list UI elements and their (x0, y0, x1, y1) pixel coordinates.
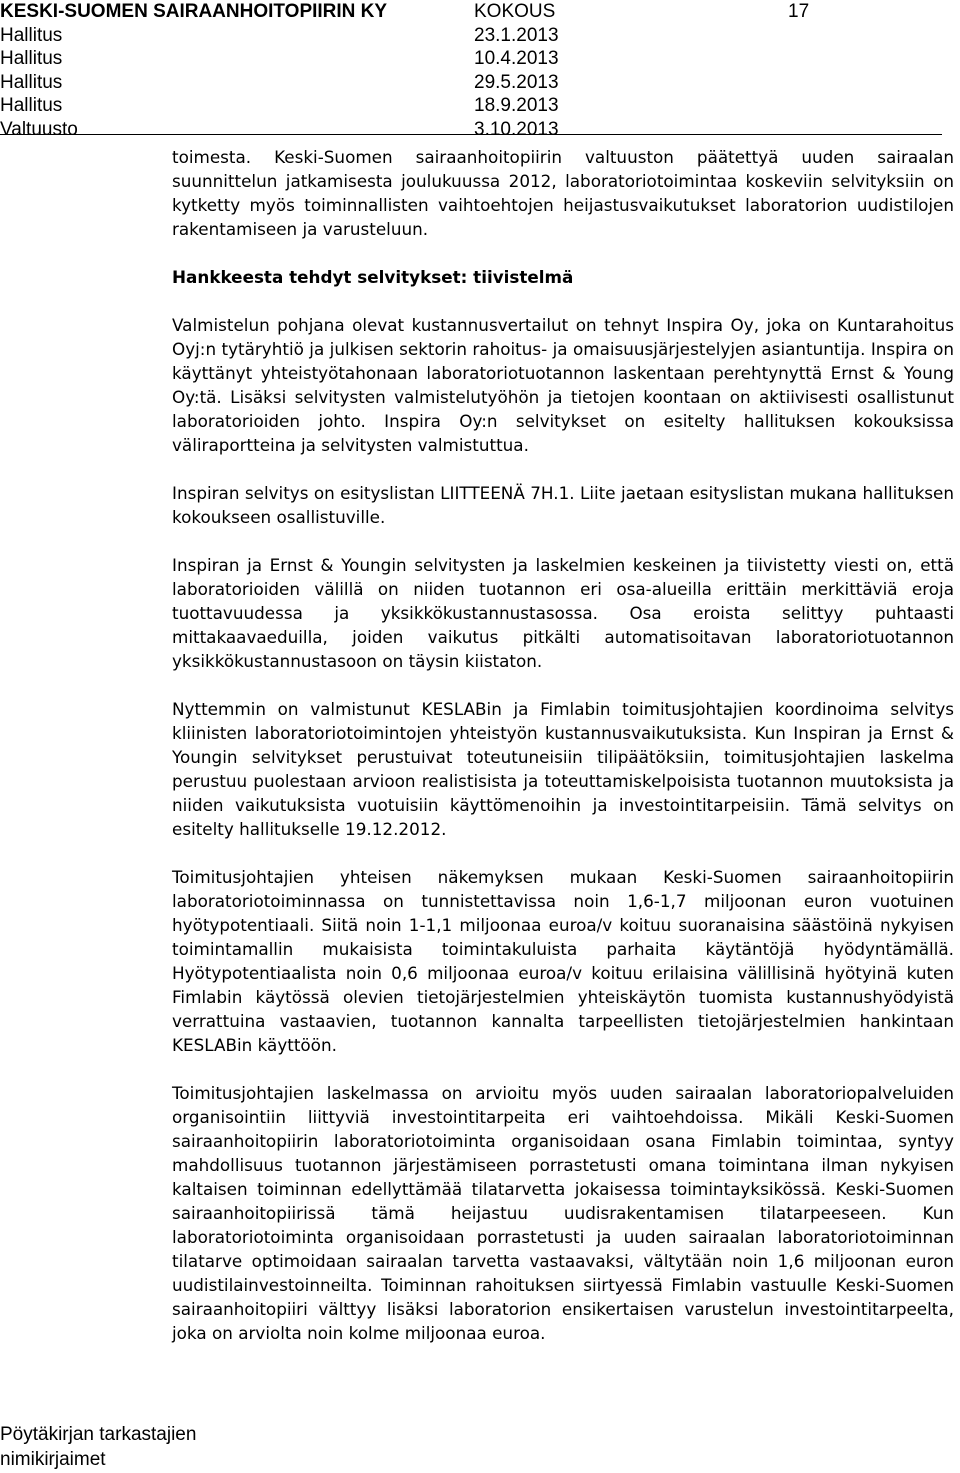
document-body (172, 145, 954, 1345)
meeting-date: 3.10.2013 (474, 118, 559, 140)
meeting-row (0, 47, 960, 71)
body-paragraph: Toimitusjohtajien yhteisen näkemyksen mukaan Keski-Suomen sairaanhoitopiirin laboratoriotoiminnassa on tunnistettavissa noin 1,6-1,7 miljoonan euron vuotuinen hyötypotentiaali. Siitä noin 1-1,1 miljoonaa euroa/v koituu suoranaisina säästöinä nykyisen toimintamallin mukaisista toimintakuluista parhaita käytäntöjä hyödyntämällä. Hyötypotentiaalista noin 0,6 miljoonaa euroa/v koituu erilaisina välillisinä hyötyinä kuten Fimlabin käytössä olevien tietojärjestelmien yhteiskäytön tuomista kustannushyödyistä verrattuina vastaavien, tuotannon kannalta tarpeellisten tietojärjestelmien hankintaan KESLABin käyttöön. (172, 867, 954, 1055)
document-header (0, 0, 960, 142)
footer-line: nimikirjaimet (0, 1449, 106, 1470)
body-paragraph: Inspiran ja Ernst & Youngin selvitysten ja laskelmien keskeinen ja tiivistetty viesti on, että laboratorioiden välillä on niiden tuotannon eri osa-alueilla erittäin merkittäviä eroja tuottavuudessa ja yksikkökustannustasossa. Osa eroista selittyy puhtaasti mittakaavaeduilla, joiden vaikutus pitkälti automatisoitavan laboratoriotuotannon yksikkökustannustasoon on täysin kiistaton. (172, 555, 954, 671)
footer-line: Pöytäkirjan tarkastajien (0, 1424, 197, 1445)
meeting-date: 10.4.2013 (474, 48, 559, 70)
meeting-row (0, 24, 960, 48)
body-paragraph: Valmistelun pohjana olevat kustannusvertailut on tehnyt Inspira Oy, joka on Kuntarahoitus Oyj:n tytäryhtiö ja julkisen sektorin rahoitus- ja omaisuusjärjestelyjen asiantuntija. Inspira on käyttänyt yhteistyötahonaan laboratoriotuotannon laskentaan perehtynyttä Ernst & Young Oy:tä. Lisäksi selvitysten valmistelutyöhön ja tietojen koontaan on aktiivisesti osallistunut laboratorioiden johto. Inspira Oy:n selvitykset on esitelty hallituksen kokouksissa väliraportteina ja selvitysten valmistuttua. (172, 315, 954, 455)
organization-name: KESKI-SUOMEN SAIRAANHOITOPIIRIN KY (0, 1, 388, 22)
meeting-row (0, 118, 960, 142)
header-divider (0, 134, 942, 135)
page-footer (0, 1422, 196, 1472)
meeting-date: 29.5.2013 (474, 71, 559, 93)
meeting-body: Hallitus (0, 95, 63, 117)
meeting-row (0, 94, 960, 118)
meeting-date: 18.9.2013 (474, 95, 559, 117)
meeting-body: Hallitus (0, 24, 63, 46)
body-paragraph: Nyttemmin on valmistunut KESLABin ja Fimlabin toimitusjohtajien koordinoima selvitys kliinisten laboratoriotoimintojen yhteistyön kustannusvaikutuksista. Kun Inspiran ja Ernst & Youngin selvitykset perustuivat toteutuneisiin tilipäätöksiin, toimitusjohtajien laskelma perustuu puolestaan arvioon realistisista ja toteuttamiskelpoisista tuotannon muutoksista ja niiden vaikutuksista vuotuisiin käyttömenoihin ja investointitarpeisiin. Tämä selvitys on esitelty hallitukselle 19.12.2012. (172, 699, 954, 839)
meeting-row (0, 71, 960, 95)
header-row-0 (0, 0, 960, 24)
intro-paragraph: toimesta. Keski-Suomen sairaanhoitopiirin valtuuston päätettyä uuden sairaalan suunnittelun jatkamisesta joulukuussa 2012, laboratoriotoimintaa koskeviin selvityksiin on kytketty myös toiminnallisten vaihtoehtojen heijastusvaikutukset laboratorion uudistilojen rakentamiseen ja varusteluun. (172, 147, 954, 239)
meeting-body: Hallitus (0, 71, 63, 93)
meeting-body: Hallitus (0, 48, 63, 70)
meeting-label: KOKOUS (474, 1, 556, 22)
body-paragraph: Inspiran selvitys on esityslistan LIITTEENÄ 7H.1. Liite jaetaan esityslistan mukana hallituksen kokoukseen osallistuville. (172, 483, 954, 527)
body-paragraph: Toimitusjohtajien laskelmassa on arvioitu myös uuden sairaalan laboratoriopalveluiden organisointiin liittyviä investointitarpeita eri vaihtoehdoissa. Mikäli Keski-Suomen sairaanhoitopiirin laboratoriotoiminta organisoidaan osana Fimlabin toimintaa, syntyy mahdollisuus tuotannon järjestämiseen porrastetusti omana toimintana ilman nykyisen kaltaisen toiminnan edellyttämää tilatarvetta jokaisessa toimintayksikössä. Keski-Suomen sairaanhoitopiirissä tämä heijastuu uudisrakentamisen tilatarpeeseen. Kun laboratoriotoiminta organisoidaan porrastetusti ja uuden sairaalan laboratoriotoiminnan tilatarve optimoidaan sairaalan tarvetta vastaavaksi, vältytään noin 1,6 miljoonan euron uudistilainvestoinneilta. Toiminnan rahoituksen siirtyessä Fimlabin vastuulle Keski-Suomen sairaanhoitopiiri välttyy lisäksi laboratorion ensikertaisen varustelun investointitarpeelta, joka on arviolta noin kolme miljoonaa euroa. (172, 1083, 954, 1343)
page-number: 17 (788, 1, 810, 22)
section-heading: Hankkeesta tehdyt selvitykset: tiivistelmä (172, 267, 574, 287)
meeting-date: 23.1.2013 (474, 24, 559, 46)
meeting-body: Valtuusto (0, 118, 78, 140)
